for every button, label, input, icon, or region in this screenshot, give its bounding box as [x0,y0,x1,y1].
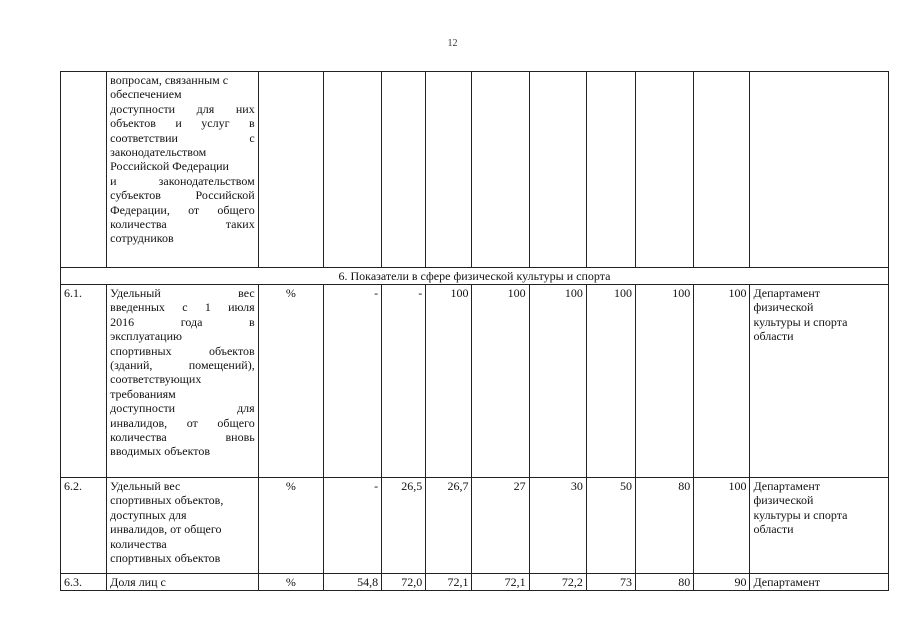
cell-value: 50 [586,478,635,574]
responsible-line: Департамент [753,286,820,300]
cell-value: 100 [426,285,472,478]
table-row-continued [61,72,889,268]
description-line: спортивных объектов, [110,493,224,508]
responsible-line: области [753,522,794,537]
description-line: соответствии с [110,130,255,145]
cell-value: 72,2 [529,574,586,591]
cell-value: 30 [529,478,586,574]
description-line: Федерации, от общего [110,202,255,217]
responsible-line: физической [753,493,814,508]
cell-num [61,72,107,268]
cell-description [107,285,259,478]
cell-value: 90 [694,574,750,591]
description-line: спортивных объектов [110,343,255,358]
cell-value: 26,7 [426,478,472,574]
description-line: сотрудников [110,231,174,246]
responsible-line: Департамент [753,479,820,493]
cell-value: 26,5 [382,478,426,574]
description-line: инвалидов, от общего [110,522,222,537]
description-line: 2016 года в [110,314,255,329]
description-line: спортивных объектов [110,551,221,566]
cell-description [107,478,259,574]
description-line: законодательством [110,145,207,160]
cell-value: 54,8 [323,574,381,591]
cell-value: 100 [586,285,635,478]
cell-responsible [750,574,889,591]
cell-value: 80 [636,574,694,591]
description-line: доступных для [110,507,187,522]
description-line: и законодательством [110,173,255,188]
cell-value: - [323,285,381,478]
cell-responsible [750,72,889,268]
responsible-line: Департамент [753,575,820,589]
cell-value: 73 [586,574,635,591]
description-line: эксплуатацию [110,329,182,344]
section-header-row [61,268,889,285]
description-line: доступности для них [110,101,255,116]
cell-unit: % [258,574,323,591]
description-line: инвалидов, от общего [110,415,255,430]
description-line: количества [110,536,167,551]
description-line: Удельный вес [110,479,181,493]
cell-unit: % [258,285,323,478]
cell-value: 100 [472,285,529,478]
cell-value: - [323,478,381,574]
responsible-line: культуры и спорта [753,507,848,522]
description-line: обеспечением [110,87,182,102]
cell-unit: % [258,478,323,574]
description-line: доступности для [110,401,255,416]
cell-value [636,72,694,268]
cell-value: 72,1 [472,574,529,591]
table-row [61,478,889,574]
cell-value [472,72,529,268]
cell-description [107,574,259,591]
description-line: вопросам, связанным с [110,73,229,87]
cell-value [323,72,381,268]
cell-value: 100 [636,285,694,478]
table-row [61,285,889,478]
indicators-table [60,71,889,591]
cell-value: 72,0 [382,574,426,591]
description-line: объектов и услуг в [110,116,255,131]
cell-responsible [750,285,889,478]
cell-description [107,72,259,268]
cell-value [529,72,586,268]
section-title: 6. Показатели в сфере физической культуры и спорта [61,268,889,285]
description-line: требованиям [110,386,176,401]
cell-value [694,72,750,268]
cell-value: 100 [529,285,586,478]
description-line: Доля лиц с [110,575,166,589]
cell-value [426,72,472,268]
cell-value: - [382,285,426,478]
cell-value: 100 [694,285,750,478]
description-line: Удельный вес [110,286,255,300]
cell-value: 100 [694,478,750,574]
responsible-line: физической [753,300,814,315]
description-line: введенных с 1 июля [110,300,255,315]
cell-value: 27 [472,478,529,574]
cell-num: 6.1. [61,285,107,478]
cell-num: 6.3. [61,574,107,591]
description-line: Российской Федерации [110,159,229,174]
responsible-line: области [753,329,794,344]
cell-responsible [750,478,889,574]
description-line: количества вновь [110,430,255,445]
cell-value: 72,1 [426,574,472,591]
responsible-line: культуры и спорта [753,314,848,329]
description-line: вводимых объектов [110,444,211,459]
description-line: количества таких [110,217,255,232]
table-row [61,574,889,591]
cell-value [382,72,426,268]
cell-value [586,72,635,268]
description-line: субъектов Российской [110,188,255,203]
cell-value: 80 [636,478,694,574]
description-line: соответствующих [110,372,202,387]
page-number: 12 [447,38,458,49]
cell-unit [258,72,323,268]
description-line: (зданий, помещений), [110,358,255,373]
cell-num: 6.2. [61,478,107,574]
